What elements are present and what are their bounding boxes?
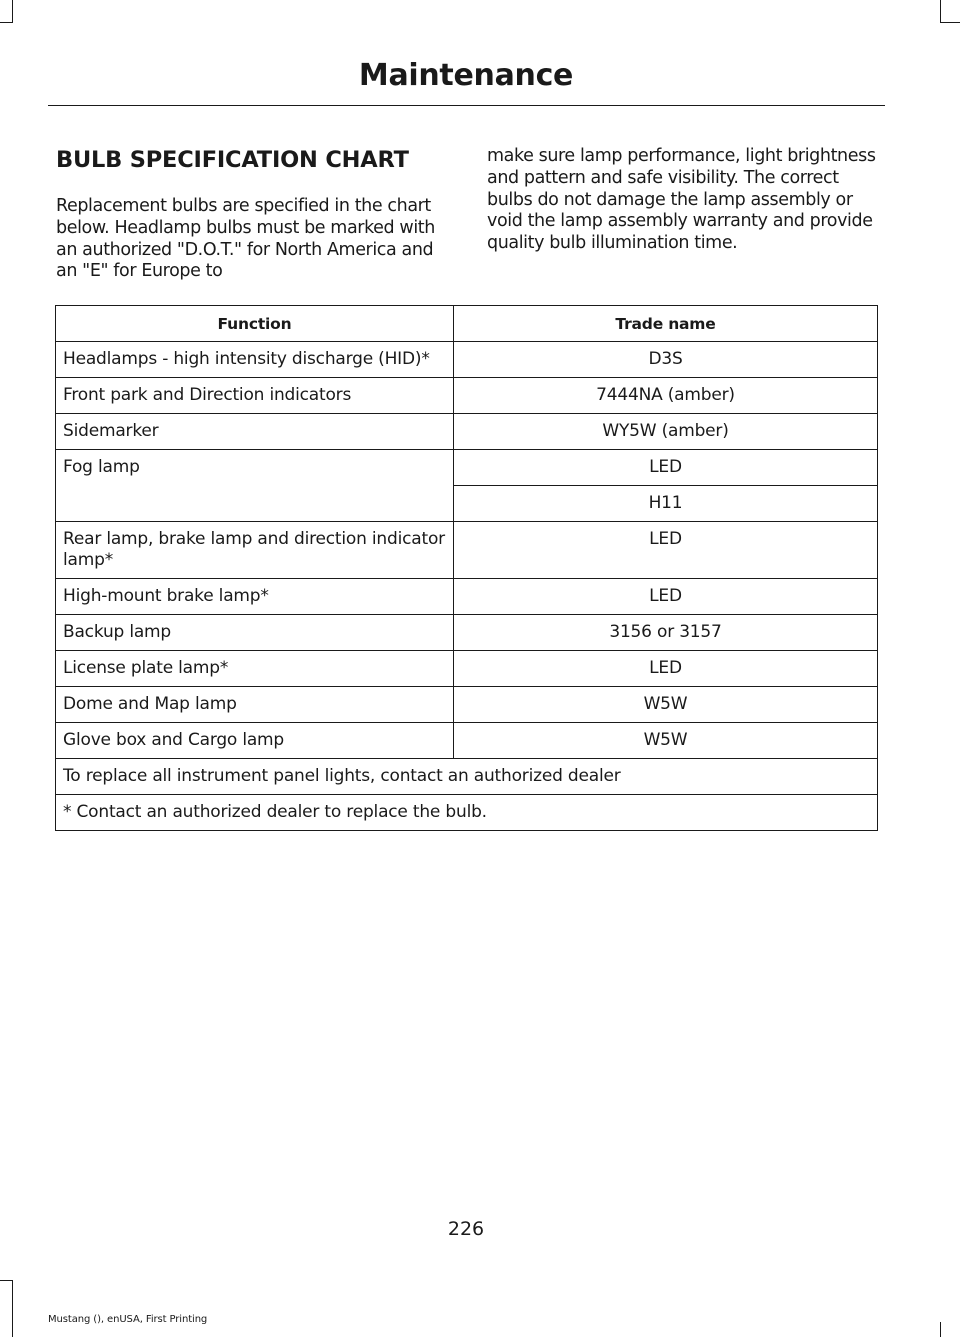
crop-mark — [940, 1322, 941, 1337]
instrument-panel-note: To replace all instrument panel lights, contact an authorized dealer — [56, 759, 878, 795]
crop-mark — [0, 22, 13, 23]
table-note-row — [56, 759, 878, 795]
table-row — [56, 414, 878, 450]
section-heading: BULB SPECIFICATION CHART — [56, 147, 409, 173]
trade-name-cell: LED — [454, 579, 878, 615]
function-cell: License plate lamp* — [56, 651, 454, 687]
table-row — [56, 378, 878, 414]
column-header-trade-name: Trade name — [454, 306, 878, 342]
crop-mark — [940, 22, 960, 23]
trade-name-cell: WY5W (amber) — [454, 414, 878, 450]
edition-footer: Mustang (), enUSA, First Printing — [48, 1314, 208, 1325]
table-row — [56, 579, 878, 615]
intro-paragraph-left: Replacement bulbs are specified in the chart below. Headlamp bulbs must be marked with an authorized "D.O.T." for North America and an "E" for Europe to — [56, 196, 435, 282]
crop-mark — [12, 1280, 13, 1337]
function-cell: Dome and Map lamp — [56, 687, 454, 723]
page-number: 226 — [447, 1218, 485, 1240]
trade-name-cell: H11 — [454, 486, 878, 522]
trade-name-cell: 3156 or 3157 — [454, 615, 878, 651]
table-row — [56, 687, 878, 723]
function-cell: Headlamps - high intensity discharge (HID)* — [56, 342, 454, 378]
trade-name-cell: W5W — [454, 687, 878, 723]
table-note-row — [56, 795, 878, 831]
function-cell: Front park and Direction indicators — [56, 378, 454, 414]
function-cell: Rear lamp, brake lamp and direction indicator lamp* — [56, 522, 454, 579]
trade-name-cell: W5W — [454, 723, 878, 759]
table-row — [56, 651, 878, 687]
bulb-spec-table — [55, 305, 878, 831]
trade-name-cell: LED — [454, 651, 878, 687]
function-cell: High-mount brake lamp* — [56, 579, 454, 615]
header-divider — [48, 105, 885, 106]
table-row — [56, 522, 878, 579]
table-row — [56, 450, 878, 486]
function-cell: Fog lamp — [56, 450, 454, 522]
crop-mark — [12, 0, 13, 22]
trade-name-cell: D3S — [454, 342, 878, 378]
function-cell: Backup lamp — [56, 615, 454, 651]
crop-mark — [940, 0, 941, 22]
function-cell: Glove box and Cargo lamp — [56, 723, 454, 759]
table-header-row — [56, 306, 878, 342]
table-row — [56, 615, 878, 651]
dealer-footnote: * Contact an authorized dealer to replace the bulb. — [56, 795, 878, 831]
table-row — [56, 723, 878, 759]
trade-name-cell: LED — [454, 522, 878, 579]
intro-paragraph-right: make sure lamp performance, light brightness and pattern and safe visibility. The correct bulbs do not damage the lamp assembly or void the lamp assembly warranty and provide quality bulb illumination time. — [487, 146, 876, 254]
function-cell: Sidemarker — [56, 414, 454, 450]
trade-name-cell: 7444NA (amber) — [454, 378, 878, 414]
column-header-function: Function — [56, 306, 454, 342]
table-row — [56, 342, 878, 378]
trade-name-cell: LED — [454, 450, 878, 486]
crop-mark — [0, 1280, 13, 1281]
page-header-title: Maintenance — [358, 58, 574, 93]
